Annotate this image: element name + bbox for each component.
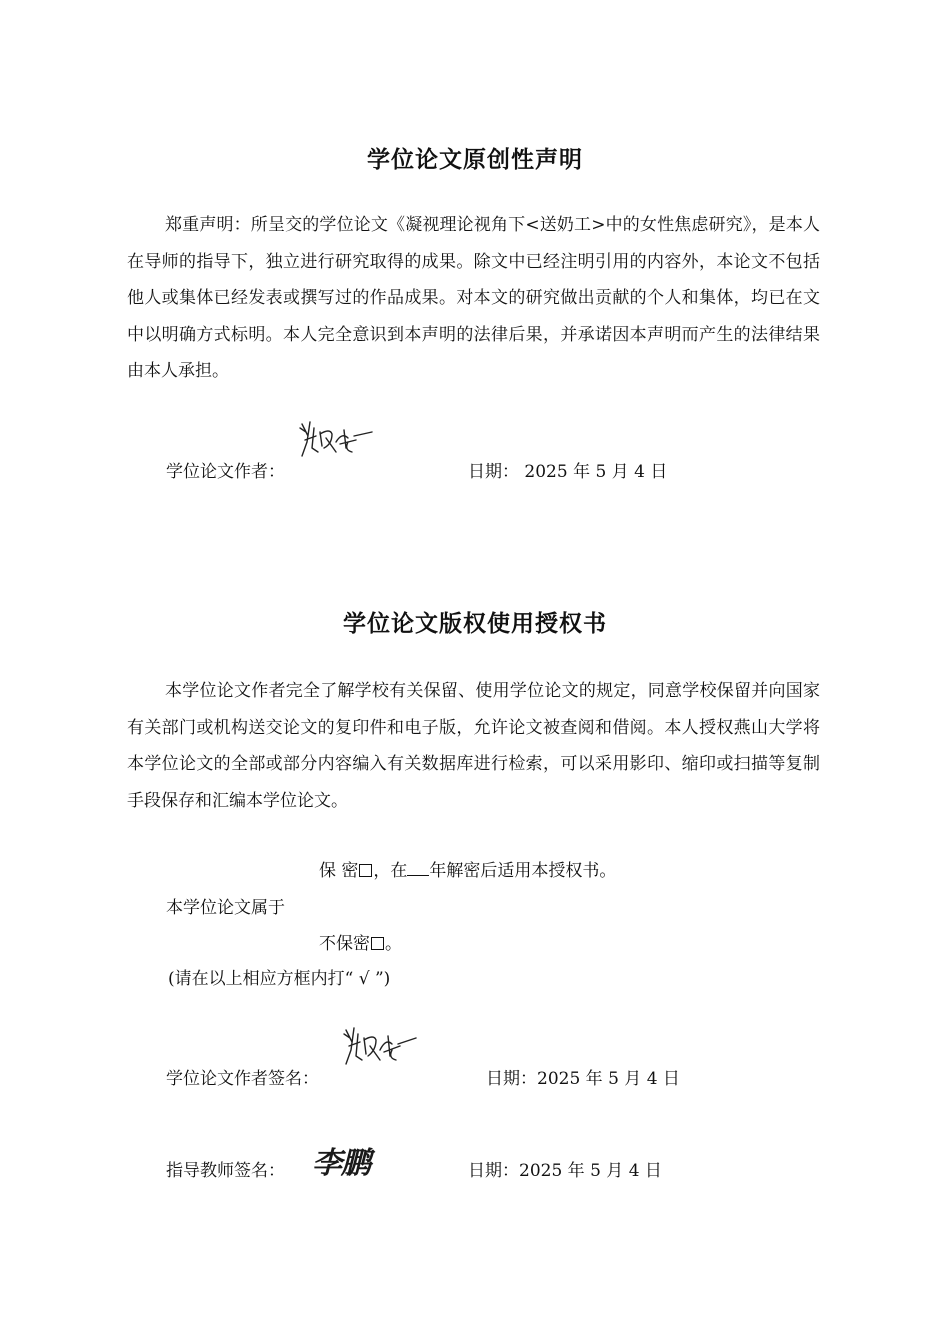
authorization-body: 本学位论文作者完全了解学校有关保留、使用学位论文的规定，同意学校保留并向国家有关部门或机构送交论文的复印件和电子版，允许论文被查阅和借阅。本人授权燕山大学将本学位论文的全部或部分内容编入有关数据库进行检索，可以采用影印、缩印或扫描等复制手段保存和汇编本学位论文。 [127, 681, 820, 811]
belongs-label: 本学位论文属于 [166, 898, 285, 918]
author-sign-date: 日期：2025 年 5 月 4 日 [486, 1069, 680, 1089]
decrypt-years-blank[interactable] [407, 861, 429, 876]
advisor-sign-date: 日期：2025 年 5 月 4 日 [468, 1161, 662, 1181]
authorization-title: 学位论文版权使用授权书 [343, 611, 607, 637]
declaration-date-label: 日期： [468, 462, 519, 482]
declaration-title: 学位论文原创性声明 [367, 147, 583, 173]
confidential-text-b: 年解密后适用本授权书。 [429, 861, 617, 881]
non-confidential-label: 不保密 [319, 934, 370, 954]
non-confidential-option [319, 929, 402, 954]
confidential-checkbox[interactable] [359, 864, 372, 877]
confidential-text-a: ，在 [373, 861, 408, 881]
declaration-body: 郑重声明：所呈交的学位论文《凝视理论视角下<送奶工>中的女性焦虑研究》，是本人在导师的指导下，独立进行研究取得的成果。除文中已经注明引用的内容外，本论文不包括他人或集体已经发表或撰写过的作品成果。对本文的研究做出贡献的个人和集体，均已在文中以明确方式标明。本人完全意识到本声明的法律后果，并承诺因本声明而产生的法律结果由本人承担。 [127, 215, 820, 381]
non-confidential-checkbox[interactable] [371, 937, 384, 950]
advisor-signature: 李鹏 [312, 1146, 370, 1181]
declaration-author-label: 学位论文作者： [166, 462, 285, 482]
author-signature-image [296, 418, 378, 464]
non-confidential-end: 。 [385, 934, 402, 954]
advisor-sign-label: 指导教师签名： [166, 1161, 285, 1181]
declaration-date-value: 2025 年 5 月 4 日 [524, 462, 668, 482]
confidential-label: 保 密 [319, 861, 359, 881]
checkbox-instruction: (请在以上相应方框内打“ √ ”) [168, 969, 391, 989]
author-sign-label: 学位论文作者签名： [166, 1069, 319, 1089]
declaration-date [468, 457, 667, 482]
confidential-option [319, 856, 616, 881]
author-signature-image-2 [340, 1024, 420, 1072]
